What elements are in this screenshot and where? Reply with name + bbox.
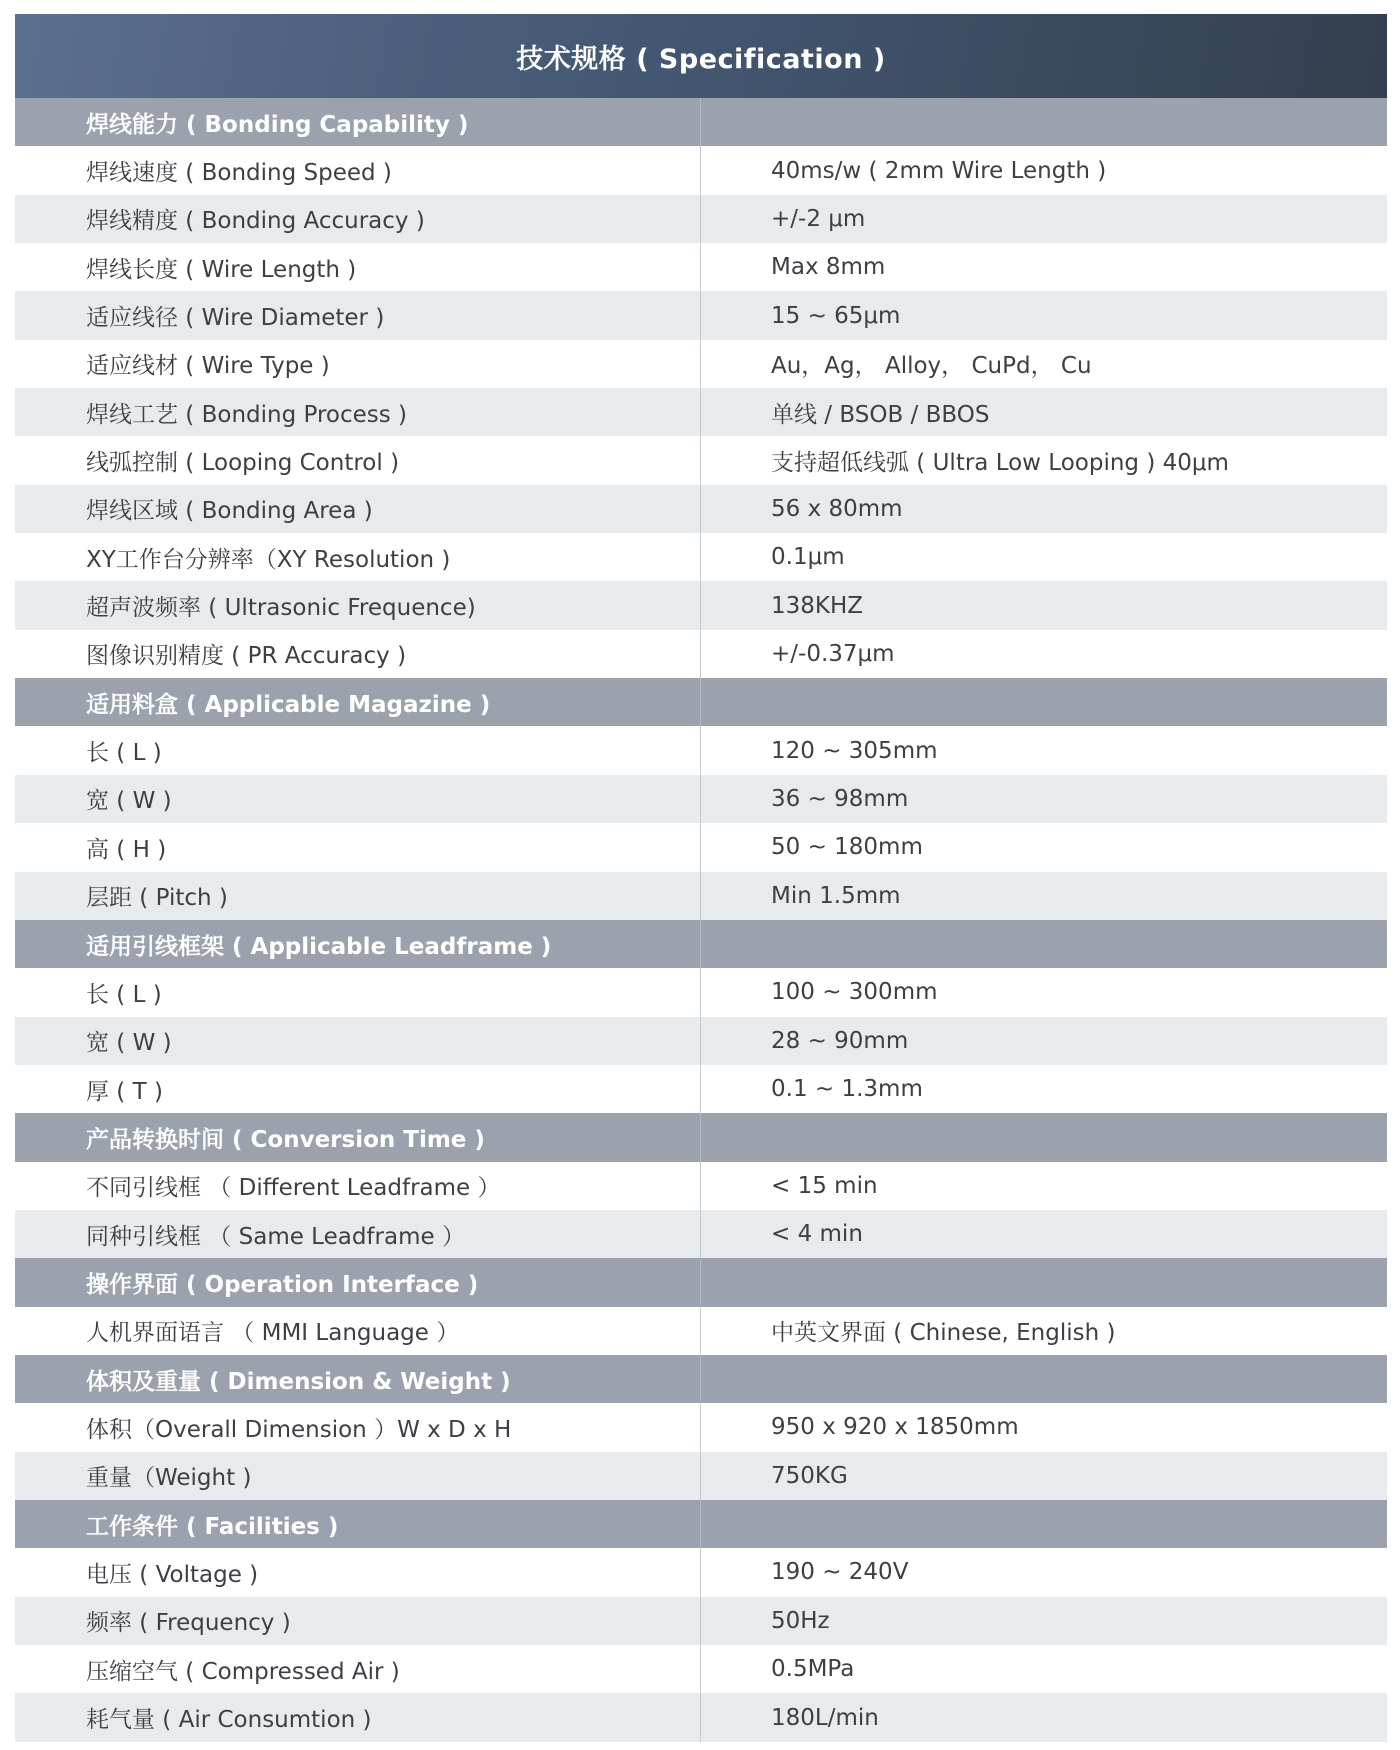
spec-row — [15, 195, 1387, 243]
spec-value: 100 ~ 300mm — [771, 979, 938, 1006]
spec-value: +/-0.37μm — [771, 640, 895, 667]
spec-value: Min 1.5mm — [771, 882, 901, 909]
spec-value: 950 x 920 x 1850mm — [771, 1414, 1019, 1441]
spec-label: 不同引线框 （ Different Leadframe ） — [15, 1162, 701, 1210]
spec-row — [15, 1210, 1387, 1258]
spec-label: 适应线径 ( Wire Diameter ) — [15, 291, 701, 339]
section-title: 适用料盒 ( Applicable Magazine ) — [15, 678, 701, 726]
section-header-row — [15, 1113, 1387, 1161]
section-value-empty — [701, 1113, 1387, 1161]
spec-value: 50Hz — [771, 1607, 830, 1634]
spec-label: XY工作台分辨率（XY Resolution ) — [15, 533, 701, 581]
spec-row — [15, 968, 1387, 1016]
section-title: 产品转换时间 ( Conversion Time ) — [15, 1113, 701, 1161]
spec-row — [15, 340, 1387, 388]
spec-value: < 15 min — [771, 1172, 878, 1199]
spec-row — [15, 1403, 1387, 1451]
spec-row — [15, 1162, 1387, 1210]
section-title: 工作条件 ( Facilities ) — [15, 1500, 701, 1548]
section-header-row — [15, 1355, 1387, 1403]
spec-row — [15, 436, 1387, 484]
spec-value: +/-2 μm — [771, 205, 866, 232]
spec-row — [15, 630, 1387, 678]
spec-row — [15, 243, 1387, 291]
spec-label: 耗气量 ( Air Consumtion ) — [15, 1693, 701, 1741]
section-value-empty — [701, 920, 1387, 968]
spec-row — [15, 823, 1387, 871]
spec-row — [15, 872, 1387, 920]
section-header-row — [15, 1258, 1387, 1306]
spec-label: 焊线速度 ( Bonding Speed ) — [15, 146, 701, 194]
spec-row — [15, 1452, 1387, 1500]
spec-value: 138KHZ — [771, 592, 864, 619]
section-title: 适用引线框架 ( Applicable Leadframe ) — [15, 920, 701, 968]
spec-row — [15, 1017, 1387, 1065]
section-title: 操作界面 ( Operation Interface ) — [15, 1258, 701, 1306]
spec-row — [15, 775, 1387, 823]
section-value-empty — [701, 678, 1387, 726]
table-title-text: 技术规格 ( Specification ) — [516, 43, 886, 75]
spec-label: 超声波频率 ( Ultrasonic Frequence) — [15, 581, 701, 629]
spec-value: Max 8mm — [771, 254, 886, 281]
spec-value: 28 ~ 90mm — [771, 1027, 909, 1054]
spec-value: 0.5MPa — [771, 1656, 855, 1683]
spec-label: 适应线材 ( Wire Type ) — [15, 340, 701, 388]
spec-value: 15 ~ 65μm — [771, 302, 901, 329]
spec-row — [15, 533, 1387, 581]
spec-value: < 4 min — [771, 1221, 863, 1248]
spec-value: 单线 / BSOB / BBOS — [771, 401, 990, 428]
spec-label: 线弧控制 ( Looping Control ) — [15, 436, 701, 484]
table-body — [15, 98, 1387, 1742]
spec-label: 焊线区域 ( Bonding Area ) — [15, 485, 701, 533]
spec-label: 电压 ( Voltage ) — [15, 1548, 701, 1596]
spec-label: 宽 ( W ) — [15, 1017, 701, 1065]
spec-label: 同种引线框 （ Same Leadframe ） — [15, 1210, 701, 1258]
section-header-row — [15, 98, 1387, 146]
section-value-empty — [701, 1500, 1387, 1548]
spec-value: 0.1 ~ 1.3mm — [771, 1076, 923, 1103]
spec-label: 宽 ( W ) — [15, 775, 701, 823]
spec-value: 120 ~ 305mm — [771, 737, 938, 764]
spec-row — [15, 485, 1387, 533]
spec-row — [15, 146, 1387, 194]
spec-label: 长 ( L ) — [15, 726, 701, 774]
section-header-row — [15, 920, 1387, 968]
spec-value: Au，Ag， Alloy， CuPd， Cu — [771, 353, 1092, 380]
section-value-empty — [701, 1258, 1387, 1306]
spec-label: 厚 ( T ) — [15, 1065, 701, 1113]
spec-value: 180L/min — [771, 1704, 879, 1731]
spec-label: 层距 ( Pitch ) — [15, 872, 701, 920]
section-value-empty — [701, 98, 1387, 146]
spec-label: 图像识别精度 ( PR Accuracy ) — [15, 630, 701, 678]
spec-label: 压缩空气 ( Compressed Air ) — [15, 1645, 701, 1693]
spec-value: 50 ~ 180mm — [771, 834, 923, 861]
spec-row — [15, 1548, 1387, 1596]
spec-row — [15, 388, 1387, 436]
spec-value: 40ms/w ( 2mm Wire Length ) — [771, 157, 1107, 184]
spec-label: 长 ( L ) — [15, 968, 701, 1016]
section-header-row — [15, 678, 1387, 726]
section-value-empty — [701, 1355, 1387, 1403]
spec-value: 36 ~ 98mm — [771, 785, 909, 812]
spec-row — [15, 1645, 1387, 1693]
spec-label: 重量（Weight ) — [15, 1452, 701, 1500]
spec-value: 190 ~ 240V — [771, 1559, 909, 1586]
spec-row — [15, 291, 1387, 339]
section-header-row — [15, 1500, 1387, 1548]
spec-row — [15, 1693, 1387, 1741]
spec-value: 0.1μm — [771, 544, 845, 571]
spec-table — [15, 14, 1387, 1742]
spec-row — [15, 1597, 1387, 1645]
spec-row — [15, 581, 1387, 629]
table-title — [15, 14, 1387, 98]
spec-value: 750KG — [771, 1462, 848, 1489]
spec-value: 支持超低线弧 ( Ultra Low Looping ) 40μm — [771, 450, 1229, 477]
spec-label: 焊线工艺 ( Bonding Process ) — [15, 388, 701, 436]
spec-label: 人机界面语言 （ MMI Language ） — [15, 1307, 701, 1355]
spec-label: 体积（Overall Dimension ）W x D x H — [15, 1403, 701, 1451]
spec-label: 高 ( H ) — [15, 823, 701, 871]
spec-label: 频率 ( Frequency ) — [15, 1597, 701, 1645]
spec-label: 焊线长度 ( Wire Length ) — [15, 243, 701, 291]
spec-label: 焊线精度 ( Bonding Accuracy ) — [15, 195, 701, 243]
section-title: 体积及重量 ( Dimension & Weight ) — [15, 1355, 701, 1403]
spec-row — [15, 726, 1387, 774]
spec-value: 56 x 80mm — [771, 495, 903, 522]
spec-value: 中英文界面 ( Chinese, English ) — [771, 1320, 1116, 1347]
spec-row — [15, 1307, 1387, 1355]
section-title: 焊线能力 ( Bonding Capability ) — [15, 98, 701, 146]
spec-row — [15, 1065, 1387, 1113]
